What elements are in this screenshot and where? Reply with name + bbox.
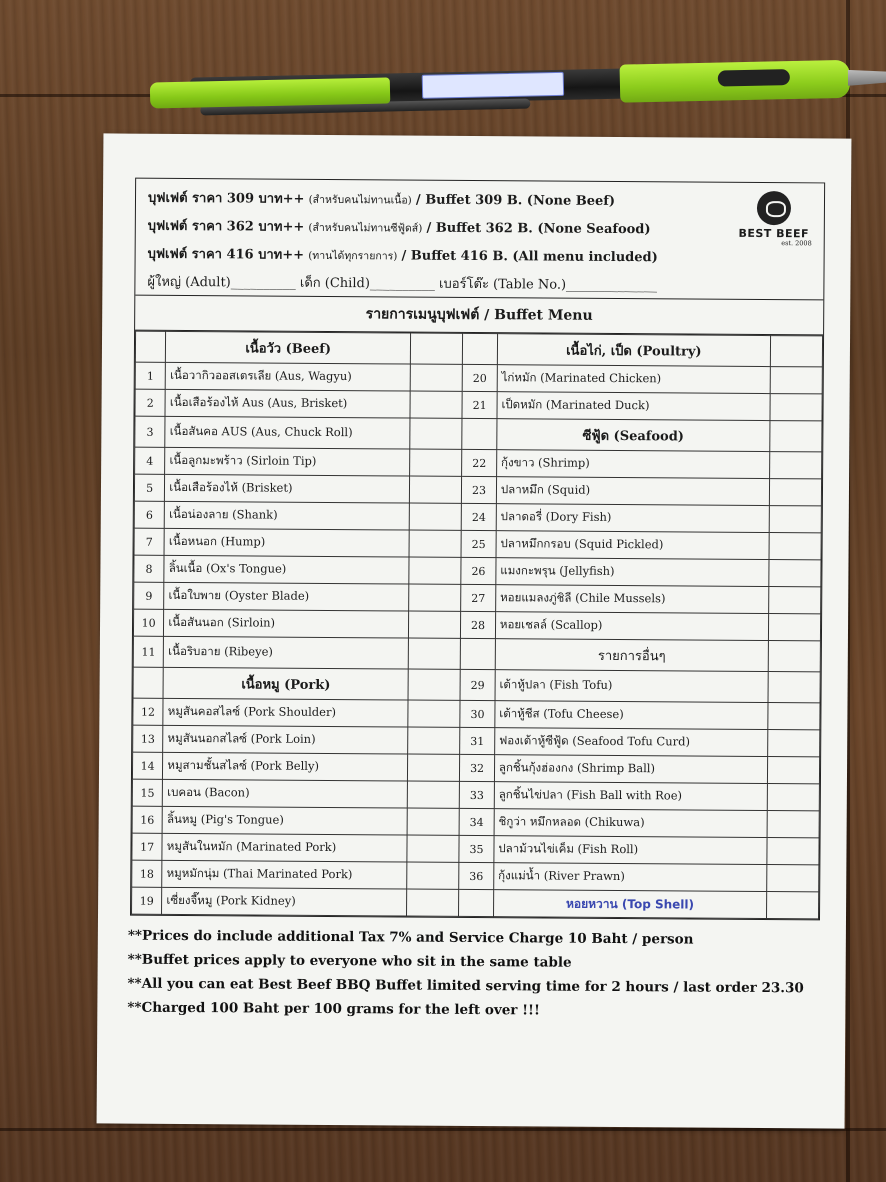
menu-title: รายการเมนูบุฟเฟต์ / Buffet Menu (135, 296, 823, 336)
qty-cell (407, 808, 459, 835)
qty-cell (408, 700, 460, 727)
qty-cell (767, 838, 819, 865)
item-number: 18 (132, 860, 163, 887)
qty-cell (769, 479, 821, 506)
item-number: 34 (459, 808, 494, 835)
item-name: เนื้อสันคอ AUS (Aus, Chuck Roll) (165, 416, 410, 449)
item-name: ลิ้นเนื้อ (Ox's Tongue) (164, 555, 409, 584)
blank-cell (135, 331, 166, 362)
qty-cell (409, 503, 461, 530)
note-line: **All you can eat Best Beef BBQ Buffet limited serving time for 2 hours / last order 23.30 (127, 975, 804, 997)
qty-cell (409, 557, 461, 584)
wood-seam (0, 1128, 886, 1131)
qty-cell (770, 367, 822, 394)
item-name: กุ้งแม่น้ำ (River Prawn) (494, 863, 767, 892)
item-name: หมูหมักนุ่ม (Thai Marinated Pork) (162, 860, 407, 889)
item-name: เนื้อลูกมะพร้าว (Sirloin Tip) (165, 447, 410, 476)
table-row (132, 887, 819, 919)
item-number: 1 (135, 362, 166, 389)
item-number: 23 (462, 476, 497, 503)
item-number: 17 (132, 833, 163, 860)
table-row (135, 416, 822, 452)
item-number: 10 (133, 609, 164, 636)
blank-cell (463, 333, 498, 364)
guest-count-line (147, 271, 657, 296)
item-number: 8 (134, 555, 165, 582)
item-name: ลูกชิ้นไข่ปลา (Fish Ball with Roe) (494, 782, 767, 811)
pen-label (422, 72, 564, 99)
section-poultry: เนื้อไก่, เป็ด (Poultry) (497, 334, 770, 367)
item-name: เบคอน (Bacon) (163, 779, 408, 808)
table-row (133, 667, 820, 703)
item-number: 24 (461, 503, 496, 530)
table-row (135, 331, 822, 367)
item-number: 21 (462, 391, 497, 418)
item-name: หอยเชลล์ (Scallop) (495, 612, 768, 641)
item-name: เนื้อเสือร้องไห้ Aus (Aus, Brisket) (165, 389, 410, 418)
pen (150, 58, 771, 121)
item-number: 26 (461, 557, 496, 584)
item-name: ปลาหมึก (Squid) (496, 477, 769, 506)
item-number: 16 (132, 806, 163, 833)
qty-cell (767, 784, 819, 811)
blank-cell (133, 667, 164, 698)
blank-cell (768, 641, 820, 672)
note-line: **Prices do include additional Tax 7% and Service Charge 10 Baht / person (127, 927, 694, 948)
item-name: เนื้อน่องลาย (Shank) (165, 501, 410, 530)
item-name: เป็ดหมัก (Marinated Duck) (497, 392, 770, 421)
note-line: **Buffet prices apply to everyone who sit in the same table (127, 951, 572, 971)
item-name: หมูสันคอสไลซ์ (Pork Shoulder) (163, 698, 408, 727)
item-number: 33 (459, 781, 494, 808)
qty-cell (407, 862, 459, 889)
qty-cell (409, 584, 461, 611)
note-line: **Charged 100 Baht per 100 grams for the left over !!! (127, 999, 540, 1019)
item-number: 6 (134, 501, 165, 528)
menu-sheet (97, 133, 852, 1128)
price-line-1: บุฟเฟต์ ราคา 309 บาท++ (สำหรับคนไม่ทานเนื้อ) / Buffet 309 B. (None Beef) (147, 190, 616, 209)
item-number: 22 (462, 449, 497, 476)
item-number: 35 (459, 835, 494, 862)
item-number: 30 (460, 700, 495, 727)
item-name: เนื้อริบอาย (Ribeye) (164, 636, 409, 669)
qty-cell (408, 638, 460, 669)
item-name: ปลาดอรี่ (Dory Fish) (496, 504, 769, 533)
item-number: 36 (459, 862, 494, 889)
item-name: กุ้งขาว (Shrimp) (496, 450, 769, 479)
item-number: 28 (461, 611, 496, 638)
item-name: เนื้อเสือร้องไห้ (Brisket) (165, 474, 410, 503)
item-name: เต้าหู้ชีส (Tofu Cheese) (495, 701, 768, 730)
item-name: ไก่หมัก (Marinated Chicken) (497, 365, 770, 394)
menu-form (130, 178, 825, 921)
qty-cell (407, 889, 459, 916)
qty-cell (768, 672, 820, 703)
item-number: 27 (461, 584, 496, 611)
item-name: เนื้อวากิวออสเตรเลีย (Aus, Wagyu) (166, 362, 411, 391)
qty-cell (410, 364, 462, 391)
qty-cell (770, 452, 822, 479)
section-other: รายการอื่นๆ (495, 639, 768, 672)
pen-tip (848, 68, 886, 85)
item-name: เต้าหู้ปลา (Fish Tofu) (495, 670, 768, 703)
qty-cell (767, 865, 819, 892)
blank-cell (770, 336, 822, 367)
item-number: 15 (132, 779, 163, 806)
item-name: ปลาหมึกกรอบ (Squid Pickled) (496, 531, 769, 560)
section-seafood: ซีฟู้ด (Seafood) (497, 419, 770, 452)
qty-cell (410, 476, 462, 503)
qty-cell (769, 587, 821, 614)
item-name: หมูสันในหมัก (Marinated Pork) (162, 833, 407, 862)
qty-cell (408, 727, 460, 754)
price-line-3: บุฟเฟต์ ราคา 416 บาท++ (ทานได้ทุกรายการ) / Buffet 416 B. (All menu included) (147, 246, 658, 266)
qty-cell (410, 418, 462, 449)
blank-cell (408, 669, 460, 700)
qty-cell (767, 757, 819, 784)
qty-cell (407, 835, 459, 862)
item-name: หมูสันนอกสไลซ์ (Pork Loin) (163, 725, 408, 754)
pen-cap (150, 77, 390, 108)
item-number: 32 (460, 754, 495, 781)
qty-cell (409, 530, 461, 557)
best-beef-logo: BEST BEEF est. 2008 (736, 191, 812, 248)
blank-cell (766, 892, 818, 919)
item-number: 20 (462, 364, 497, 391)
item-number: 13 (133, 725, 164, 752)
qty-cell (770, 394, 822, 421)
qty-cell (769, 506, 821, 533)
qty-cell (407, 781, 459, 808)
qty-cell (410, 449, 462, 476)
item-number: 14 (132, 752, 163, 779)
table-row (133, 636, 820, 672)
item-name: เนื้อสันนอก (Sirloin) (164, 609, 409, 638)
item-number: 12 (133, 698, 164, 725)
qty-cell (769, 533, 821, 560)
item-name: เนื้อหนอก (Hump) (164, 528, 409, 557)
item-name: หอยแมลงภู่ชิลี (Chile Mussels) (496, 585, 769, 614)
blank-cell (411, 333, 463, 364)
item-number: 3 (135, 416, 166, 447)
section-beef: เนื้อวัว (Beef) (166, 331, 411, 364)
item-name: แมงกะพรุน (Jellyfish) (496, 558, 769, 587)
qty-cell (409, 611, 461, 638)
item-name: ชิกูว่า หมึกหลอด (Chikuwa) (494, 809, 767, 838)
item-number: 4 (135, 447, 166, 474)
qty-cell (769, 560, 821, 587)
qty-cell (410, 391, 462, 418)
item-name: ลูกชิ้นกุ้งฮ่องกง (Shrimp Ball) (494, 755, 767, 784)
item-name: ฟองเต้าหู้ซีฟู้ด (Seafood Tofu Curd) (495, 728, 768, 757)
item-number: 9 (134, 582, 165, 609)
qty-cell (768, 614, 820, 641)
item-name: หมูสามชั้นสไลซ์ (Pork Belly) (163, 752, 408, 781)
item-number: 29 (460, 669, 495, 700)
item-name: เซี่ยงจี๊หมู (Pork Kidney) (162, 887, 407, 916)
price-line-2: บุฟเฟต์ ราคา 362 บาท++ (สำหรับคนไม่ทานซีฟู้ดส์) / Buffet 362 B. (None Seafood) (147, 218, 651, 238)
adult-field[interactable]: ผู้ใหญ่ (Adult)__________ (147, 274, 296, 291)
item-number: 11 (133, 636, 164, 667)
blank-cell (462, 418, 497, 449)
pen-grip-slot (718, 69, 790, 87)
item-number: 7 (134, 528, 165, 555)
item-name: เนื้อใบพาย (Oyster Blade) (164, 582, 409, 611)
blank-cell (459, 889, 494, 916)
bull-logo-icon (757, 191, 791, 225)
qty-cell (768, 730, 820, 757)
price-header (135, 179, 824, 301)
handwritten-top-shell: หอยหวาน (Top Shell) (493, 890, 766, 919)
item-number: 31 (460, 727, 495, 754)
item-number: 19 (132, 887, 163, 914)
item-number: 5 (134, 474, 165, 501)
item-name: ปลาม้วนไข่เค็ม (Fish Roll) (494, 836, 767, 865)
child-field[interactable]: เด็ก (Child)__________ (299, 275, 435, 292)
qty-cell (768, 703, 820, 730)
section-pork: เนื้อหมู (Pork) (163, 667, 408, 700)
menu-table (131, 331, 823, 920)
qty-cell (767, 811, 819, 838)
item-number: 25 (461, 530, 496, 557)
notes (127, 924, 818, 1025)
table-no-field[interactable]: เบอร์โต๊ะ (Table No.)______________ (439, 276, 658, 294)
blank-cell (770, 421, 822, 452)
item-name: ลิ้นหมู (Pig's Tongue) (162, 806, 407, 835)
item-number: 2 (135, 389, 166, 416)
blank-cell (460, 638, 495, 669)
qty-cell (408, 754, 460, 781)
